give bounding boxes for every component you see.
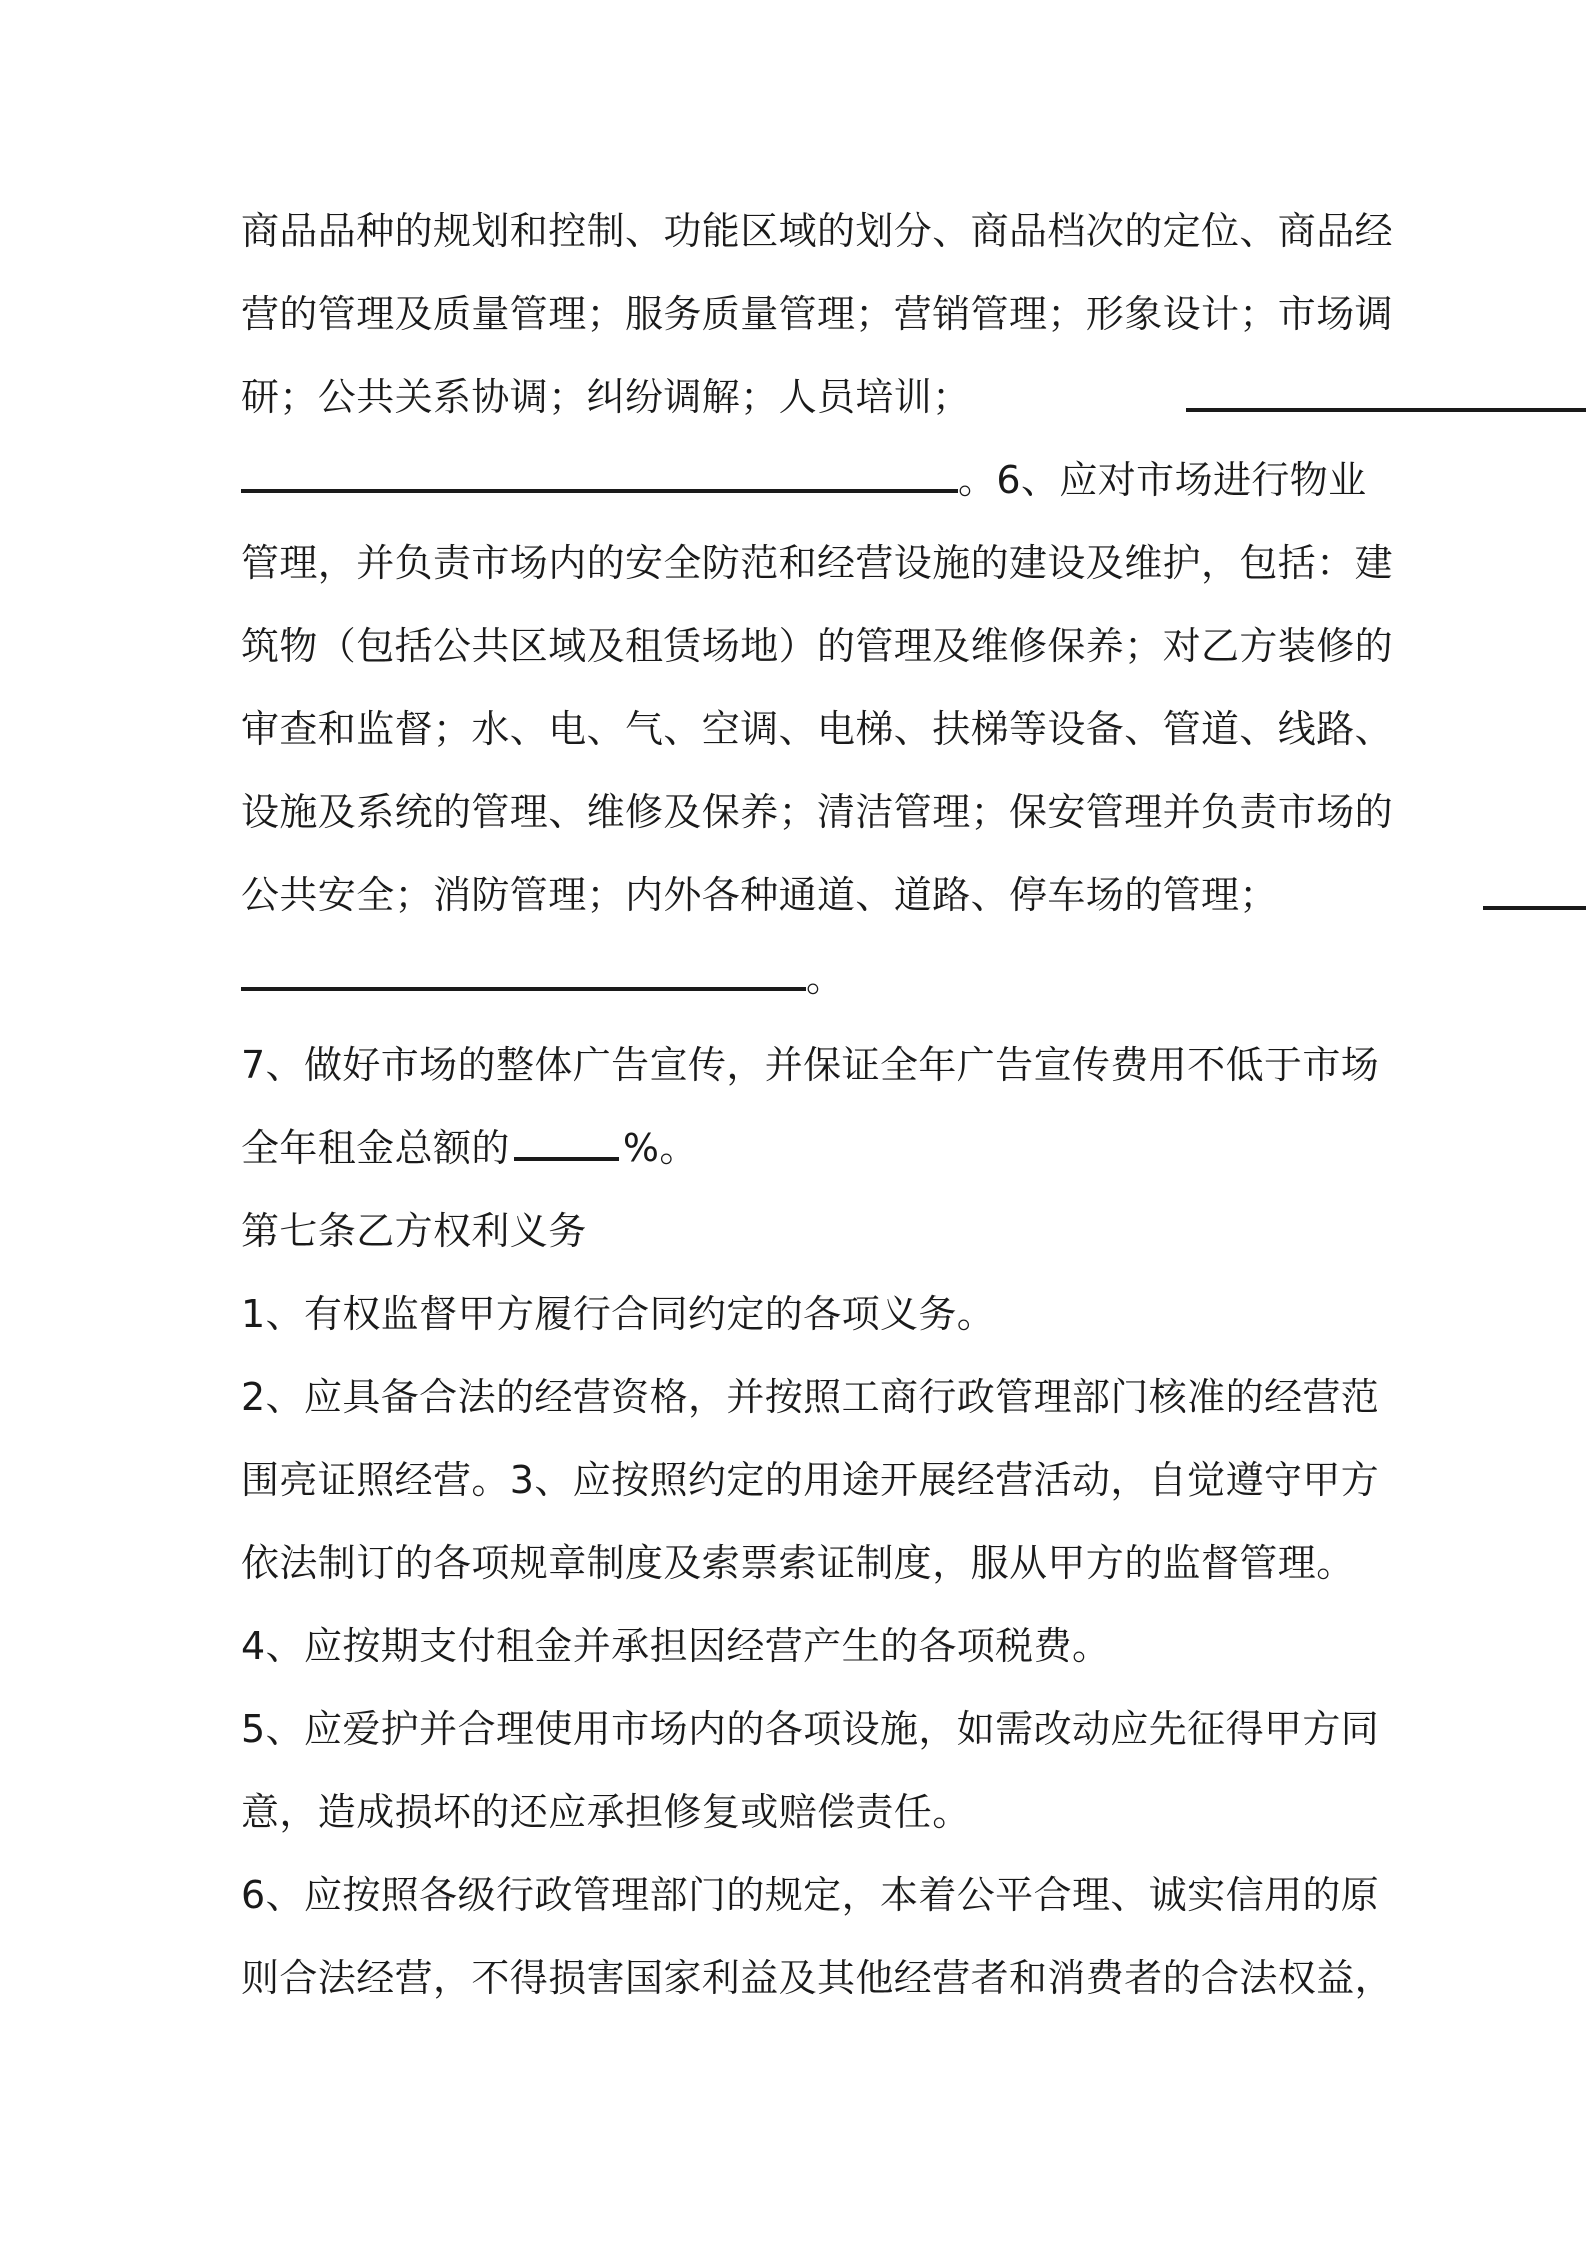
fill-in-blank — [241, 453, 958, 493]
text-line-with-blank — [241, 367, 1355, 427]
section-heading: 第七条乙方权利义务 — [241, 1209, 587, 1253]
text-line: 营的管理及质量管理；服务质量管理；营销管理；形象设计；市场调 — [241, 292, 1394, 336]
text-line: 1、有权监督甲方履行合同约定的各项义务。 — [241, 1292, 996, 1336]
fill-in-blank — [1186, 372, 1586, 412]
text-line-with-blank — [241, 865, 1355, 925]
text-line: 审查和监督；水、电、气、空调、电梯、扶梯等设备、管道、线路、 — [241, 707, 1394, 751]
text-line-with-blank — [241, 1118, 698, 1178]
percent-blank — [514, 1121, 619, 1161]
text-line-with-blank — [241, 948, 844, 1008]
text-line: 6、应按照各级行政管理部门的规定，本着公平合理、诚实信用的原 — [241, 1873, 1380, 1917]
text-line: 筑物（包括公共区域及租赁场地）的管理及维修保养；对乙方装修的 — [241, 624, 1394, 668]
text-segment: 。 — [806, 956, 845, 1000]
text-line: 依法制订的各项规章制度及索票索证制度，服从甲方的监督管理。 — [241, 1541, 1355, 1585]
text-line: 则合法经营，不得损害国家利益及其他经营者和消费者的合法权益， — [241, 1956, 1394, 2000]
text-segment: 。6、应对市场进行物业 — [958, 458, 1367, 502]
text-segment: 公共安全；消防管理；内外各种通道、道路、停车场的管理； — [241, 873, 1278, 917]
text-line: 围亮证照经营。3、应按照约定的用途开展经营活动，自觉遵守甲方 — [241, 1458, 1380, 1502]
fill-in-blank — [1483, 870, 1586, 910]
text-segment: 全年租金总额的 — [241, 1126, 510, 1170]
text-line: 设施及系统的管理、维修及保养；清洁管理；保安管理并负责市场的 — [241, 790, 1394, 834]
text-line-with-blank — [241, 450, 1367, 510]
text-segment: %。 — [622, 1126, 698, 1170]
text-segment: 研；公共关系协调；纠纷调解；人员培训； — [241, 375, 971, 419]
text-line: 7、做好市场的整体广告宣传，并保证全年广告宣传费用不低于市场 — [241, 1043, 1380, 1087]
text-line: 4、应按期支付租金并承担因经营产生的各项税费。 — [241, 1624, 1111, 1668]
text-line: 管理，并负责市场内的安全防范和经营设施的建设及维护，包括：建 — [241, 541, 1394, 585]
fill-in-blank — [241, 951, 806, 991]
text-line: 商品品种的规划和控制、功能区域的划分、商品档次的定位、商品经 — [241, 209, 1394, 253]
text-line: 5、应爱护并合理使用市场内的各项设施，如需改动应先征得甲方同 — [241, 1707, 1380, 1751]
text-line: 意，造成损坏的还应承担修复或赔偿责任。 — [241, 1790, 971, 1834]
text-line: 2、应具备合法的经营资格，并按照工商行政管理部门核准的经营范 — [241, 1375, 1380, 1419]
